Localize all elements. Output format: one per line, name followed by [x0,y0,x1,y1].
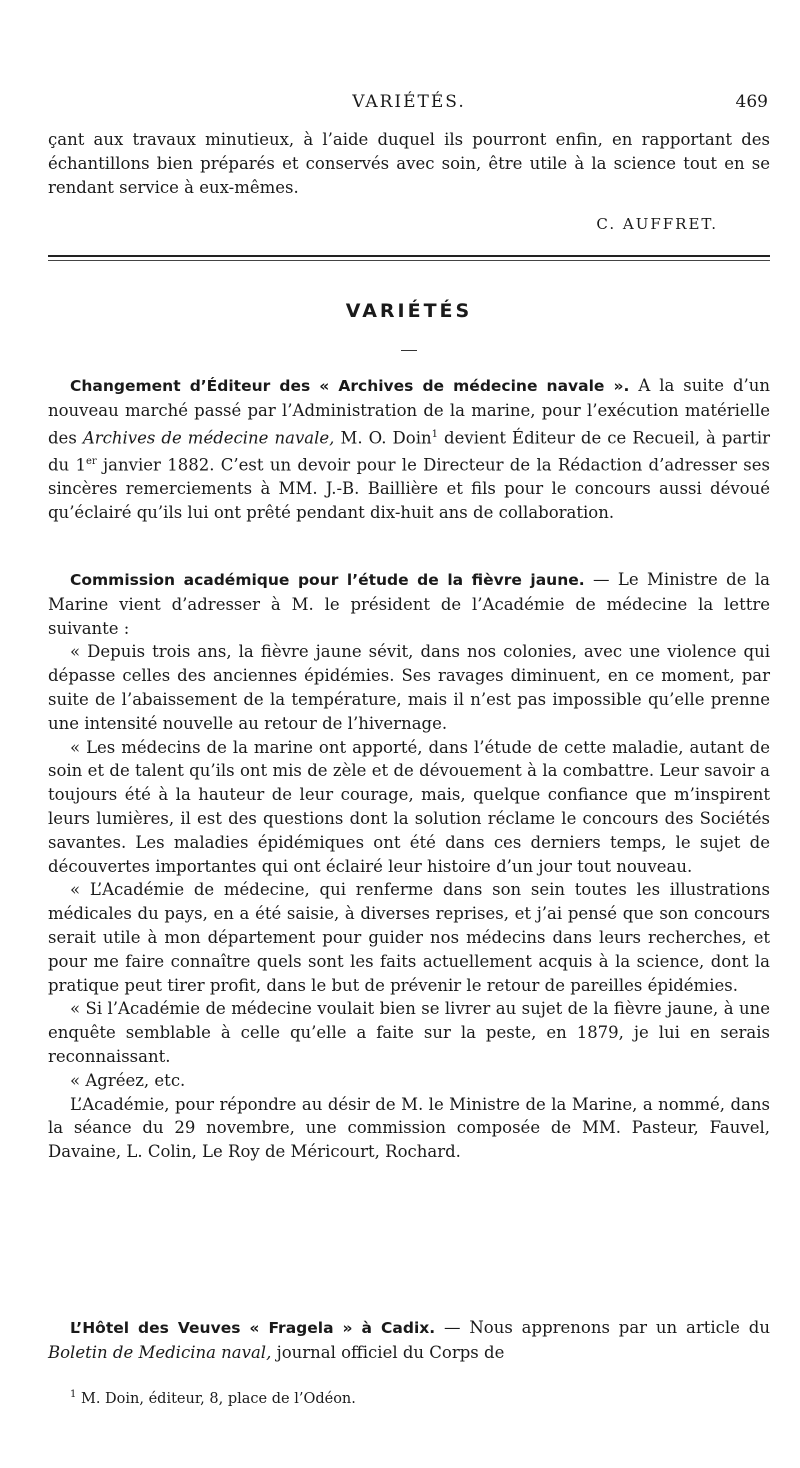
article-editor-change [48,374,770,525]
article-paragraph [48,374,770,525]
running-title: VARIÉTÉS. [352,92,466,112]
short-rule [401,350,417,351]
section-divider [48,255,770,261]
article-paragraph [48,1316,770,1365]
quote-paragraph: « L’Académie de médecine, qui renferme dans son sein toutes les illustrations médicales du pays, en a été saisie, à diverses reprises, et j’ai pensé que son concours serait utile à mon département pour guider nos médecins dans leurs recherches, et pour me faire connaître quels sont les faits actuellement acquis à la science, dont la pratique peut tirer profit, dans le but de prévenir le retour de pareilles épidémies. [48,880,770,995]
article-heading: Commission académique pour l’étude de la fièvre jaune. [70,571,585,589]
article-yellow-fever [48,568,770,1164]
article-text: janvier 1882. C’est un devoir pour le Directeur de la Rédaction d’adresser ses sincères remerciements à MM. J.-B. Baillière et fils pour le concours aussi dévoué qu’éclairé qu’ils lui ont prêté pendant dix-huit ans de collaboration. [48,455,770,522]
article-text: devient Éditeur de ce Recueil, à partir du 1 [48,428,770,475]
journal-title: Boletin de Medicina naval, [48,1342,272,1362]
article-text: M. O. Doin [340,428,432,448]
article-text: A la suite d’un nouveau marché passé par l’Administration de la marine, pour l’exécution matérielle des [48,376,771,448]
article-heading: Changement d’Éditeur des « Archives de médecine navale ». [70,377,630,395]
divider-rule [48,255,770,257]
page-number: 469 [735,92,768,112]
article-paragraph [48,568,770,640]
footnote-marker: 1 [431,428,438,440]
commission-paragraph: L’Académie, pour répondre au désir de M. le Ministre de la Marine, a nommé, dans la séance du 29 novembre, une commission composée de MM. Pasteur, Fauvel, Davaine, L. Colin, Le Roy de Méricourt, Rochard. [48,1094,770,1162]
footnote [70,1389,770,1407]
quote-closing: « Agréez, etc. [70,1070,186,1090]
article-text: — Le Ministre de la Marine vient d’adresser à M. le président de l’Académie de médecine la lettre suivante : [48,570,770,638]
running-header [48,92,770,118]
quote-paragraph: « Depuis trois ans, la fièvre jaune sévit, dans nos colonies, avec une violence qui dépasse celles des anciennes épidémies. Ses ravages diminuent, en ce moment, par suite de l’abaissement de la température, mais il n’est pas impossible qu’elle prenne une intensité nouvelle au retour de l’hivernage. [48,642,770,733]
section-title: VARIÉTÉS [345,300,473,322]
footnote-marker: 1 [70,1389,77,1400]
author-signature: C. AUFFRET. [596,215,718,234]
article-heading: L’Hôtel des Veuves « Fragela » à Cadix. [70,1319,436,1337]
article-text: journal officiel du Corps de [276,1342,505,1362]
section-heading-block [48,300,770,351]
article-text: — Nous apprenons par un article du [444,1318,770,1337]
article-hotel-veuves [48,1316,770,1365]
ordinal-suffix: er [86,455,97,467]
footnote-text: M. Doin, éditeur, 8, place de l’Odéon. [80,1390,356,1407]
opening-block [48,128,770,233]
quote-paragraph: « Si l’Académie de médecine voulait bien se livrer au sujet de la fièvre jaune, à une enquête semblable à celle qu’elle a faite sur la peste, en 1879, je lui en serais reconnaissant. [48,999,770,1066]
quote-paragraph: « Les médecins de la marine ont apporté, dans l’étude de cette maladie, autant de soin et de talent qu’ils ont mis de zèle et de dévouement à la combattre. Leur savoir a toujours été à la hauteur de leur courage, mais, quelque confiance que m’inspirent leurs lumières, il est des questions dont la solution réclame le concours des Sociétés savantes. Les maladies épidémiques ont été dans ces derniers temps, le sujet de découvertes importantes qui ont éclairé leur histoire d’un jour tout nouveau. [48,737,770,876]
journal-title: Archives de médecine navale, [82,428,335,448]
divider-rule-thin [48,260,770,261]
opening-paragraph: çant aux travaux minutieux, à l’aide duquel ils pourront enfin, en rapportant des échantillons bien préparés et conservés avec soin, être utile à la science tout en se rendant service à eux-mêmes. [48,130,770,197]
